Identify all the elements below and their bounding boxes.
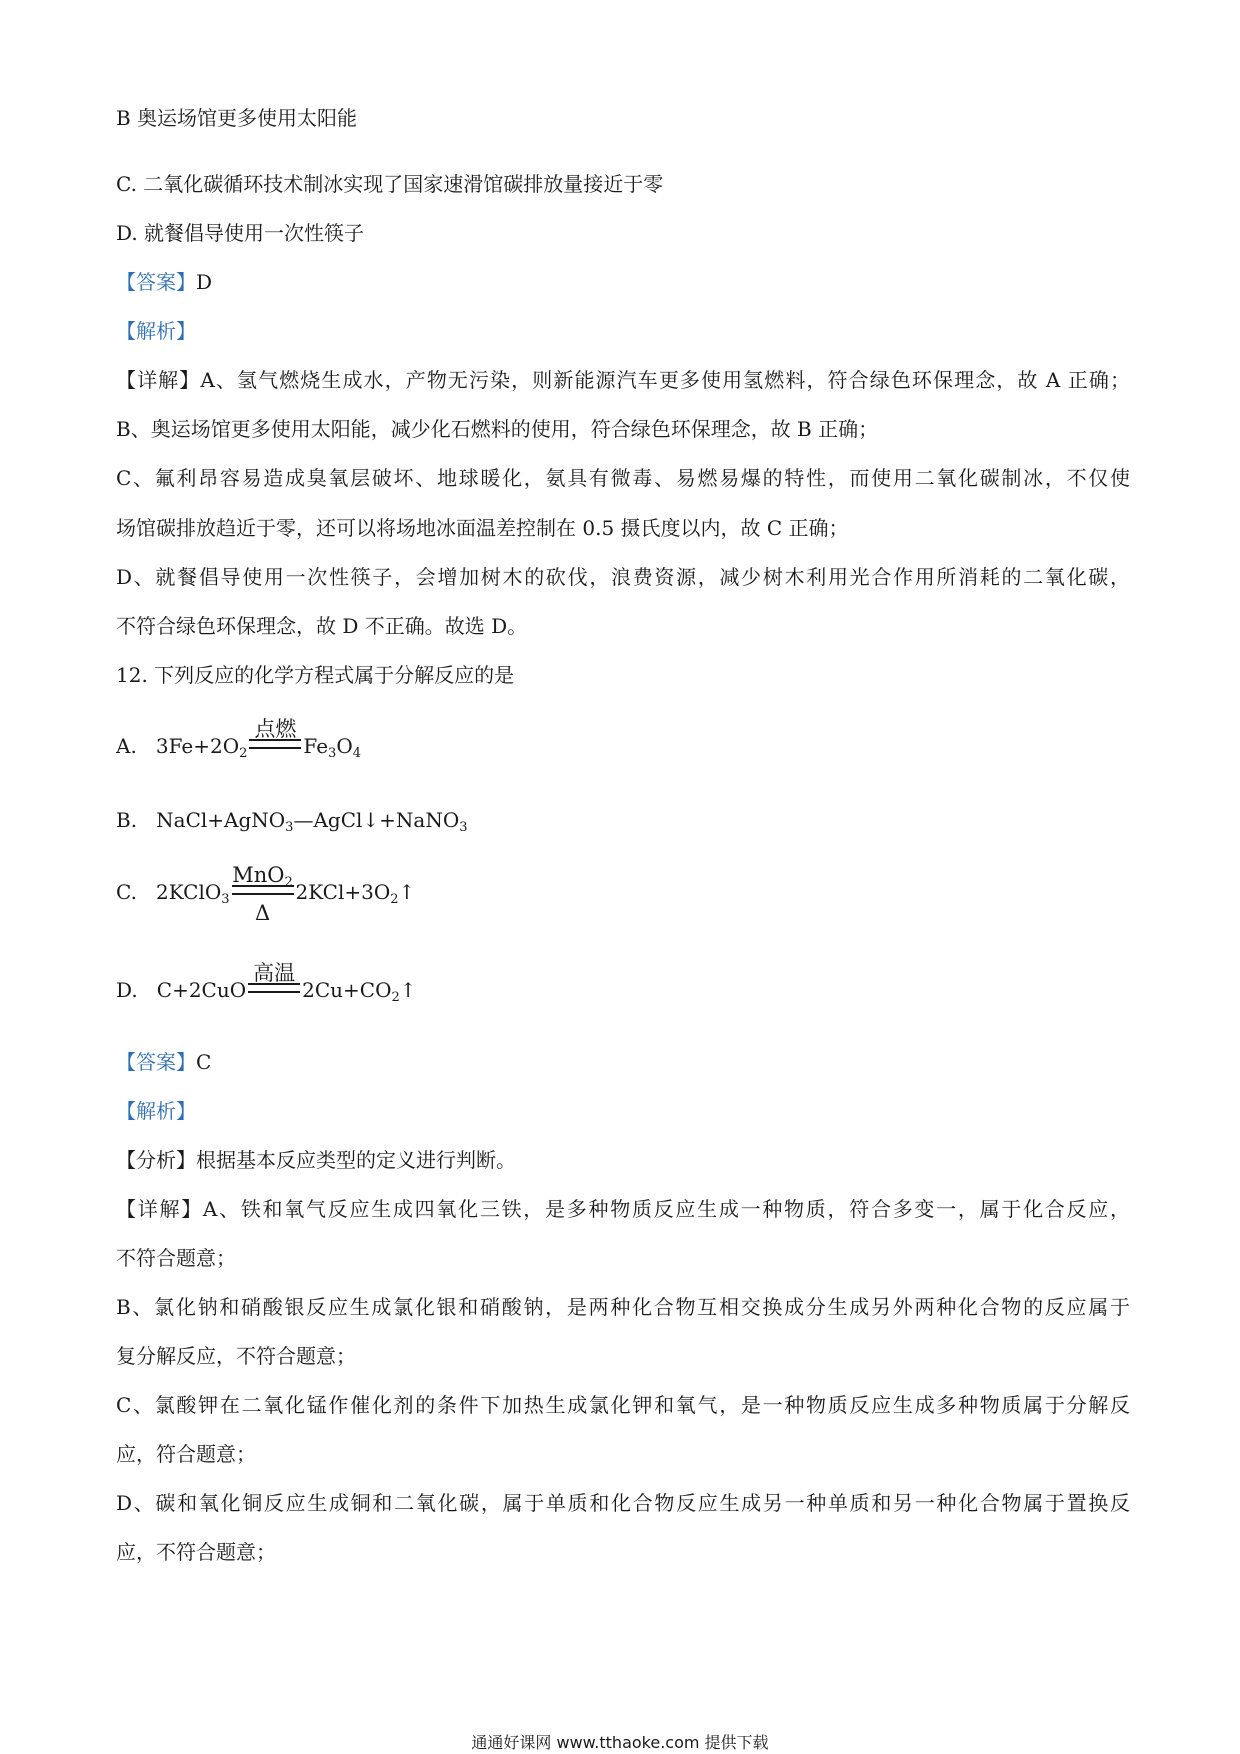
option-b: B 奥运场馆更多使用太阳能 [116,106,358,130]
answer-tag: 【答案】 [116,1050,196,1074]
detail-line: D、就餐倡导使用一次性筷子，会增加树木的砍伐，浪费资源，减少树木利用光合作用所消耗的二氧化碳， [116,565,1130,589]
reaction-condition: MnO$_2$ Δ [232,863,293,925]
detail-line: 不符合绿色环保理念，故 D 不正确。故选 D。 [116,614,528,638]
option-d: D. 就餐倡导使用一次性筷子 [116,221,365,245]
answer-line [116,1052,211,1072]
detail-line: B、奥运场馆更多使用太阳能，减少化石燃料的使用，符合绿色环保理念，故 B 正确； [116,417,879,441]
option-c: C. 二氧化碳循环技术制冰实现了国家速滑馆碳排放量接近于零 [116,172,664,196]
answer-value: D [196,270,213,294]
option-label: C. [116,880,137,904]
equation-c: C. 2KClO$_3$ MnO$_2$ Δ $2KCl+3O_2↑$ [116,863,416,925]
detail-line: C、氯酸钾在二氧化锰作催化剂的条件下加热生成氯化钾和氧气，是一种物质反应生成多种物质属于分解反 [116,1393,1130,1417]
answer-line [116,272,212,292]
option-label: A. [116,734,137,758]
detail-line: 【详解】A、氢气燃烧生成水，产物无污染，则新能源汽车更多使用氢燃料，符合绿色环保理念，故 A 正确； [116,368,1130,392]
answer-tag: 【答案】 [116,270,196,294]
reaction-condition: 点燃 [247,743,303,753]
detail-line: 复分解反应，不符合题意； [116,1344,356,1368]
detail-line: 不符合题意； [116,1246,236,1270]
page-footer: 通通好课网 www.tthaoke.com 提供下载 [471,1733,769,1752]
detail-line: 应，不符合题意； [116,1540,276,1564]
equation-b: B. NaCl+AgNO$_3$—AgCl↓+NaNO$_3$ [116,808,468,835]
answer-value: C [196,1050,212,1074]
option-label: D. [116,978,138,1002]
detail-line: 场馆碳排放趋近于零，还可以将场地冰面温差控制在 0.5 摄氏度以内，故 C 正确； [116,516,849,540]
equation-d: D. C+2CuO 高温 $2Cu+CO_2↑$ [116,961,417,1005]
option-label: B. [116,808,138,832]
analysis-tag: 【解析】 [116,319,196,343]
reaction-condition: 高温 [246,987,302,997]
analysis-line: 【分析】根据基本反应类型的定义进行判断。 [116,1148,516,1172]
detail-line: D、碳和氧化铜反应生成铜和二氧化碳，属于单质和化合物反应生成另一种单质和另一种化合物属于置换反 [116,1491,1130,1515]
detail-line: C、氟利昂容易造成臭氧层破坏、地球暖化，氨具有微毒、易燃易爆的特性，而使用二氧化碳制冰，不仅使 [116,466,1130,490]
detail-line: B、氯化钠和硝酸银反应生成氯化银和硝酸钠，是两种化合物互相交换成分生成另外两种化合物的反应属于 [116,1295,1130,1319]
question-stem: 12. 下列反应的化学方程式属于分解反应的是 [116,663,515,687]
equation-a: A. $3Fe+2O_2$ 点燃 $Fe_3O_4$ [116,717,361,761]
analysis-tag: 【解析】 [116,1099,196,1123]
detail-line: 【详解】A、铁和氧气反应生成四氧化三铁，是多种物质反应生成一种物质，符合多变一，属于化合反应， [116,1197,1130,1221]
detail-line: 应，符合题意； [116,1442,256,1466]
